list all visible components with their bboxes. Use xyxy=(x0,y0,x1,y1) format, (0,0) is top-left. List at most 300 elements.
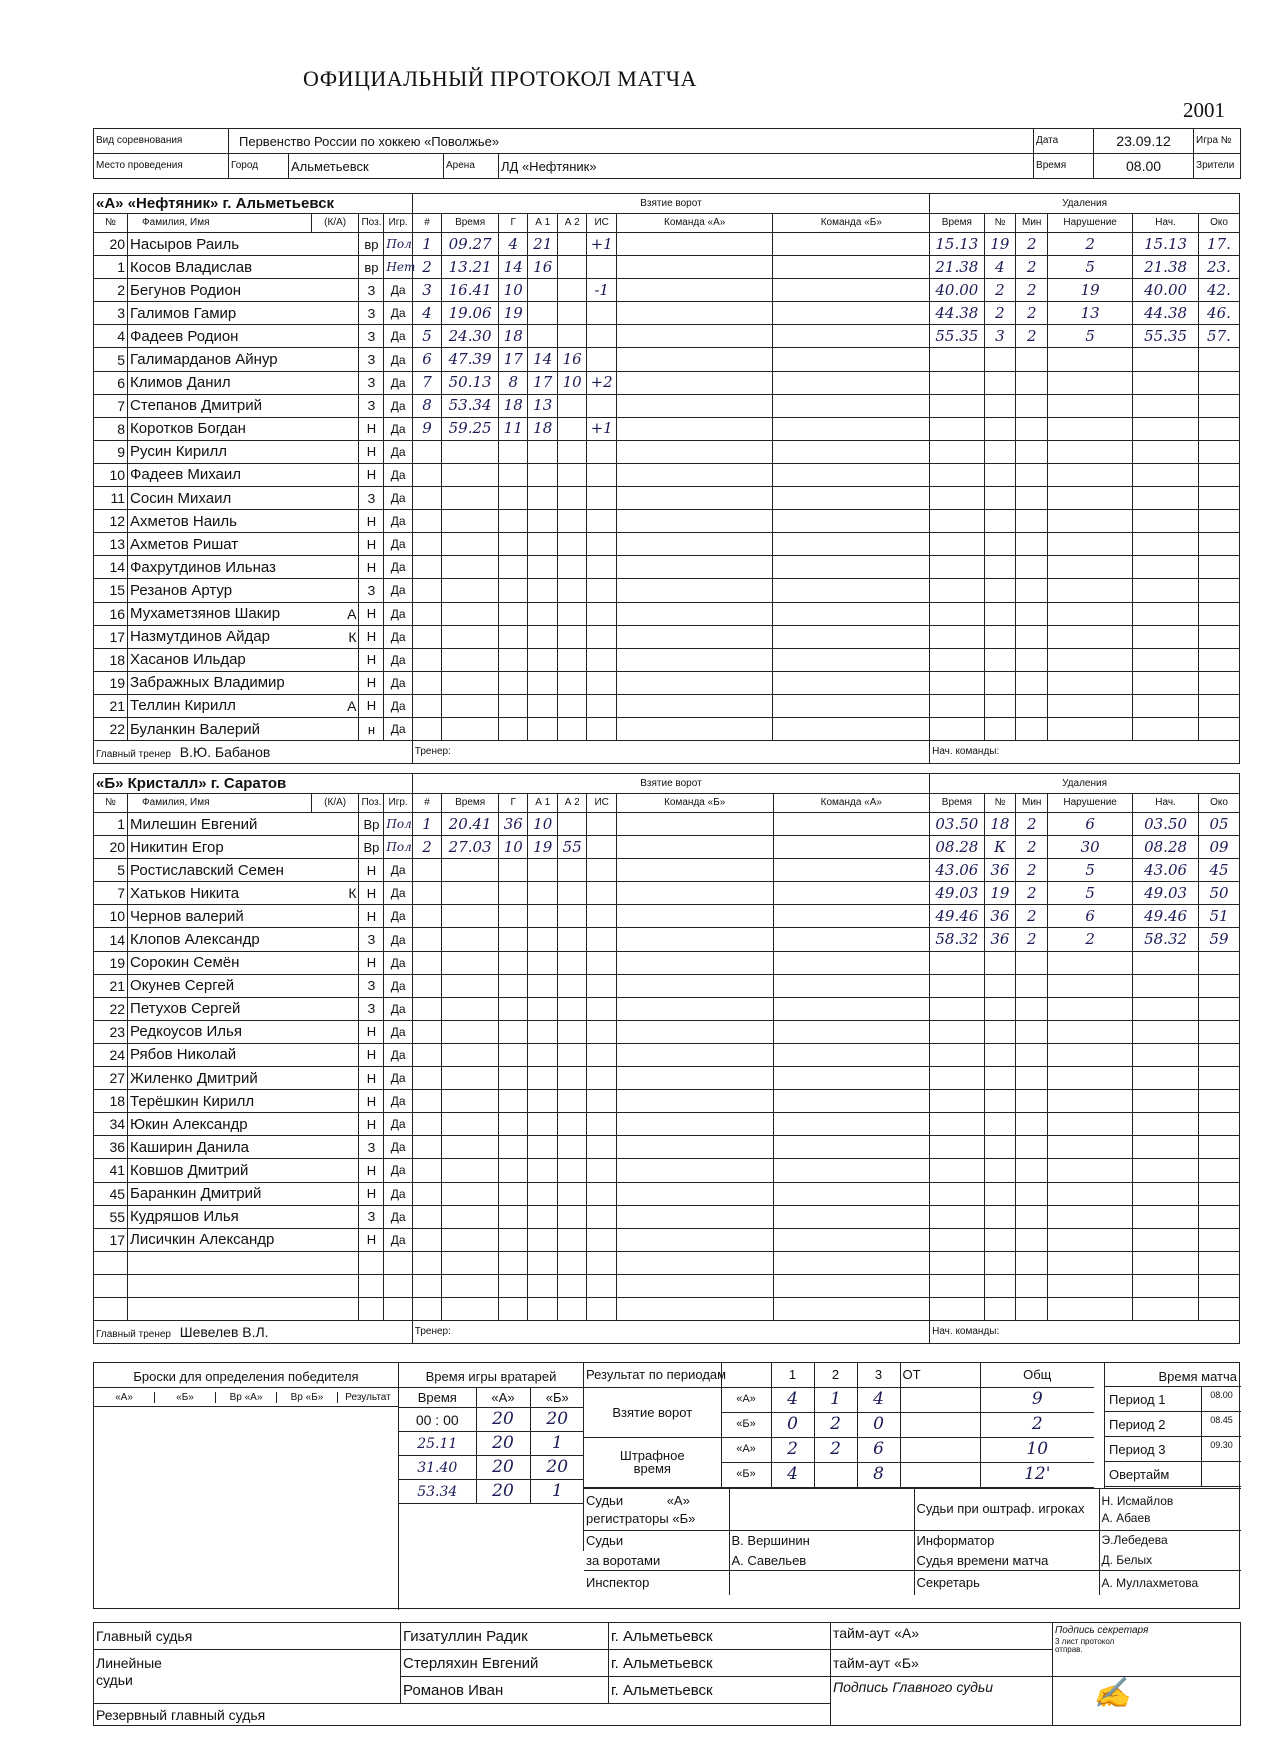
player-row xyxy=(94,1090,1240,1113)
teamA-own-team-col: Команда «А» xyxy=(616,214,773,233)
teamB-pen-start-col: Нач. xyxy=(1133,794,1199,813)
player-position: вр xyxy=(359,233,384,256)
goal-is xyxy=(587,325,616,348)
gk-a-col: «А» xyxy=(476,1388,530,1408)
goal-g xyxy=(498,694,527,717)
penalty-no xyxy=(984,1274,1016,1297)
goal-g xyxy=(499,1113,528,1136)
penalty-t xyxy=(930,1067,984,1090)
penalty-no xyxy=(984,1182,1016,1205)
goal-g: 18 xyxy=(498,325,527,348)
goalie-row xyxy=(399,1480,584,1504)
player-captain-mark xyxy=(311,974,359,997)
penalty-s xyxy=(1133,556,1199,579)
penalty-no xyxy=(984,1228,1016,1251)
penalty-judge-1: Н. Исмайлов xyxy=(1101,1493,1174,1508)
player-position: Н xyxy=(359,1090,384,1113)
other-team-grid xyxy=(773,417,930,440)
player-number: 34 xyxy=(94,1113,128,1136)
penalty-t xyxy=(930,671,984,694)
player-name: Фадеев Родион xyxy=(128,325,312,348)
penalty-s xyxy=(1133,533,1199,556)
teamA-goals-title: Взятие ворот xyxy=(412,194,929,214)
game-no-label: Игра № xyxy=(1194,129,1241,154)
penalty-no xyxy=(984,556,1016,579)
penalty-min xyxy=(1016,463,1048,486)
goal-n xyxy=(412,1182,441,1205)
player-name: Степанов Дмитрий xyxy=(128,394,312,417)
penalty-min xyxy=(1016,371,1048,394)
penalty-no xyxy=(984,440,1016,463)
player-status xyxy=(384,1274,412,1297)
player-captain-mark xyxy=(311,1136,359,1159)
penalty-s: 55.35 xyxy=(1133,325,1199,348)
penalty-v xyxy=(1048,371,1133,394)
player-captain-mark xyxy=(311,1113,359,1136)
penalty-min: 2 xyxy=(1016,325,1048,348)
player-captain-mark xyxy=(311,1297,359,1320)
player-name: Окунев Сергей xyxy=(128,974,312,997)
teamB-assist-2-col: А 2 xyxy=(557,794,586,813)
player-row xyxy=(94,1020,1240,1043)
teamB-penalties-title: Удаления xyxy=(930,774,1240,794)
goal-t: 09.27 xyxy=(442,233,499,256)
penalty-no xyxy=(984,510,1016,533)
player-number: 17 xyxy=(94,625,128,648)
registrar-b-label: «Б» xyxy=(672,1510,696,1526)
player-captain-mark xyxy=(311,325,359,348)
goal-a1 xyxy=(528,325,557,348)
linesmen-label-1: Линейные xyxy=(96,1655,162,1671)
goal-a2 xyxy=(557,1067,586,1090)
goal-g xyxy=(499,1043,528,1066)
own-team-grid xyxy=(616,928,773,951)
player-captain-mark xyxy=(311,671,359,694)
teamA-roster-table xyxy=(93,193,1240,764)
goal-n xyxy=(412,1274,441,1297)
goal-is xyxy=(587,951,616,974)
own-team-grid xyxy=(616,905,773,928)
player-status: Да xyxy=(384,463,412,486)
goal-is: +2 xyxy=(587,371,616,394)
goal-a1 xyxy=(528,533,557,556)
penalty-t xyxy=(930,463,984,486)
player-position: З xyxy=(359,974,384,997)
penalty-t xyxy=(930,394,984,417)
main-referee-label: Главный судья xyxy=(94,1623,401,1650)
penalty-e xyxy=(1198,579,1239,602)
goal-t: 53.34 xyxy=(442,394,499,417)
penalty-s xyxy=(1133,440,1199,463)
player-row xyxy=(94,1159,1240,1182)
other-team-grid xyxy=(773,256,930,279)
player-status: Да xyxy=(384,694,412,717)
inspector-label: Инспектор xyxy=(584,1571,729,1595)
penalty-v xyxy=(1048,348,1133,371)
goal-n xyxy=(412,648,441,671)
goal-t: 16.41 xyxy=(442,279,499,302)
player-row xyxy=(94,1043,1240,1066)
penalty-no: 2 xyxy=(984,302,1016,325)
penalty-t: 08.28 xyxy=(930,836,984,859)
goal-t: 19.06 xyxy=(442,302,499,325)
penalty-min xyxy=(1016,951,1048,974)
player-status: Нет xyxy=(384,256,412,279)
penalty-min xyxy=(1016,602,1048,625)
goal-is xyxy=(587,1136,616,1159)
other-team-grid xyxy=(773,905,930,928)
player-name: Насыров Раиль xyxy=(128,233,312,256)
goal-judges-label xyxy=(584,1531,729,1571)
player-position: З xyxy=(359,394,384,417)
player-name: Сосин Михаил xyxy=(128,487,312,510)
penalty-min: 2 xyxy=(1016,813,1048,836)
penalty-min xyxy=(1016,533,1048,556)
goal-g xyxy=(498,648,527,671)
player-position: З xyxy=(359,1205,384,1228)
goal-a1: 19 xyxy=(528,836,557,859)
player-row xyxy=(94,1297,1240,1320)
player-row xyxy=(94,1067,1240,1090)
player-number: 12 xyxy=(94,510,128,533)
player-captain-mark xyxy=(311,648,359,671)
goal-n xyxy=(412,1136,441,1159)
goal-t xyxy=(442,1136,499,1159)
gk-time: 53.34 xyxy=(399,1480,476,1504)
own-team-grid xyxy=(616,556,773,579)
goal-a1 xyxy=(528,579,557,602)
penalty-s: 03.50 xyxy=(1133,813,1199,836)
goal-n xyxy=(412,1113,441,1136)
match-time-title: Время матча xyxy=(1105,1363,1241,1387)
penalty-t xyxy=(930,1297,984,1320)
secretary-signature-label: Подпись секретаря xyxy=(1055,1625,1149,1636)
penalty-t xyxy=(930,510,984,533)
penalty-e: 42. xyxy=(1198,279,1239,302)
header-table xyxy=(93,128,1241,179)
result-team: «А» xyxy=(721,1437,771,1462)
teamB-goal-time-col: Время xyxy=(442,794,499,813)
player-row xyxy=(94,325,1240,348)
result-value: 9 xyxy=(980,1387,1094,1412)
other-team-grid xyxy=(773,882,930,905)
penalty-v xyxy=(1048,1228,1133,1251)
goal-n: 1 xyxy=(412,233,441,256)
penalty-min xyxy=(1016,1274,1048,1297)
player-captain-mark xyxy=(311,1067,359,1090)
goal-judges-label-1: Судьи xyxy=(586,1533,624,1548)
teamB-title: «Б» Кристалл» г. Саратов xyxy=(94,774,413,794)
penalty-t xyxy=(930,717,984,740)
goal-is xyxy=(587,1113,616,1136)
player-position: Н xyxy=(359,463,384,486)
gk-time: 00 : 00 xyxy=(399,1408,476,1432)
goal-a2 xyxy=(557,1020,586,1043)
goal-a2 xyxy=(557,233,586,256)
player-row xyxy=(94,556,1240,579)
player-row xyxy=(94,1136,1240,1159)
penalty-s xyxy=(1133,1090,1199,1113)
player-name: Милешин Евгений xyxy=(128,813,312,836)
goalie-row xyxy=(399,1456,584,1480)
penalty-v: 2 xyxy=(1048,233,1133,256)
goal-a2 xyxy=(557,533,586,556)
signature-scribble-icon: ✍ xyxy=(1093,1676,1131,1711)
penalty-s xyxy=(1133,1113,1199,1136)
goal-is xyxy=(587,1297,616,1320)
goal-g xyxy=(499,882,528,905)
other-team-grid xyxy=(773,1205,930,1228)
goal-is xyxy=(587,1251,616,1274)
penalty-e xyxy=(1198,1043,1239,1066)
teamA-assist-1-col: А 1 xyxy=(528,214,557,233)
player-captain-mark xyxy=(311,440,359,463)
own-team-grid xyxy=(616,487,773,510)
result-value: 4 xyxy=(857,1387,900,1412)
main-referee-name: Гизатуллин Радик xyxy=(401,1623,609,1650)
player-name xyxy=(128,1297,312,1320)
penalty-s xyxy=(1133,1274,1199,1297)
team-b-section xyxy=(93,773,1240,1344)
goal-g: 10 xyxy=(499,836,528,859)
player-captain-mark xyxy=(311,813,359,836)
penalty-min: 2 xyxy=(1016,859,1048,882)
gk-a: 20 xyxy=(476,1480,530,1504)
player-status: Пол xyxy=(384,233,412,256)
player-captain-mark xyxy=(311,717,359,740)
linesmen-label-2: судьи xyxy=(96,1671,133,1688)
penalty-v: 6 xyxy=(1048,905,1133,928)
player-row xyxy=(94,371,1240,394)
penalty-judges-values xyxy=(1099,1489,1241,1531)
player-captain-mark xyxy=(311,997,359,1020)
player-captain-mark xyxy=(311,256,359,279)
penalty-no xyxy=(984,417,1016,440)
shootout-col: Вр «А» xyxy=(216,1392,277,1403)
penalty-no xyxy=(984,974,1016,997)
goal-a2 xyxy=(557,1274,586,1297)
player-captain-mark xyxy=(311,463,359,486)
player-row xyxy=(94,233,1240,256)
goal-g xyxy=(499,1159,528,1182)
teamA-goal-scorer-col: Г xyxy=(498,214,527,233)
goal-n xyxy=(412,579,441,602)
own-team-grid xyxy=(616,951,773,974)
player-captain-mark xyxy=(311,1182,359,1205)
goal-a2 xyxy=(557,1228,586,1251)
player-captain-mark xyxy=(311,487,359,510)
result-value: 0 xyxy=(857,1412,900,1437)
player-name: Каширин Данила xyxy=(128,1136,312,1159)
other-team-grid xyxy=(773,1228,930,1251)
player-status: Пол xyxy=(384,836,412,859)
penalty-no: 19 xyxy=(984,882,1016,905)
player-status: Да xyxy=(384,1113,412,1136)
teamA-ka-col: (К/А) xyxy=(311,214,359,233)
penalty-e xyxy=(1198,371,1239,394)
goal-g xyxy=(498,440,527,463)
player-captain-mark xyxy=(311,510,359,533)
penalty-e xyxy=(1198,487,1239,510)
goal-t xyxy=(442,1113,499,1136)
player-status: Да xyxy=(384,648,412,671)
goal-g xyxy=(499,905,528,928)
penalty-min xyxy=(1016,997,1048,1020)
player-name: Клопов Александр xyxy=(128,928,312,951)
own-team-grid xyxy=(616,1228,773,1251)
penalty-e: 23. xyxy=(1198,256,1239,279)
penalty-v xyxy=(1048,997,1133,1020)
penalty-e: 51 xyxy=(1198,905,1239,928)
penalty-t xyxy=(930,974,984,997)
goal-a2 xyxy=(557,951,586,974)
registrars-label xyxy=(584,1489,729,1531)
other-team-grid xyxy=(773,813,930,836)
goal-t xyxy=(442,510,499,533)
goal-g xyxy=(499,1020,528,1043)
summary-section xyxy=(93,1362,1240,1609)
player-position: Н xyxy=(359,1043,384,1066)
penalty-no xyxy=(984,348,1016,371)
penalty-v xyxy=(1048,625,1133,648)
goal-a1: 10 xyxy=(528,813,557,836)
goal-a2: 55 xyxy=(557,836,586,859)
penalty-t xyxy=(930,1228,984,1251)
period-results-table xyxy=(584,1363,1094,1488)
goal-a2: 16 xyxy=(557,348,586,371)
goal-is xyxy=(587,1274,616,1297)
result-value xyxy=(814,1462,857,1487)
player-status: Да xyxy=(384,1228,412,1251)
player-name xyxy=(128,1251,312,1274)
penalty-min xyxy=(1016,1228,1048,1251)
player-position: Н xyxy=(359,440,384,463)
goal-a2 xyxy=(557,859,586,882)
penalty-e xyxy=(1198,1251,1239,1274)
player-name: Никитин Егор xyxy=(128,836,312,859)
player-status: Да xyxy=(384,348,412,371)
teamB-no-col: № xyxy=(94,794,128,813)
main-referee-city: г. Альметьевск xyxy=(609,1623,831,1650)
teamA-trainer-label: Тренер: xyxy=(412,741,929,764)
player-captain-mark xyxy=(311,556,359,579)
goal-is xyxy=(587,302,616,325)
goal-a1 xyxy=(528,602,557,625)
player-status: Да xyxy=(384,1159,412,1182)
goal-n xyxy=(412,625,441,648)
registrars-label-1: Судьи xyxy=(586,1492,624,1508)
goal-t: 20.41 xyxy=(442,813,499,836)
goal-t xyxy=(442,928,499,951)
goal-a2 xyxy=(557,1159,586,1182)
goal-is xyxy=(587,510,616,533)
penalty-v: 2 xyxy=(1048,928,1133,951)
player-row xyxy=(94,1113,1240,1136)
player-name: Климов Данил xyxy=(128,371,312,394)
player-status: Да xyxy=(384,579,412,602)
penalty-min xyxy=(1016,348,1048,371)
shootout-col: Результат xyxy=(345,1391,391,1403)
teamB-goal-scorer-col: Г xyxy=(499,794,528,813)
player-captain-mark xyxy=(311,1159,359,1182)
penalty-t xyxy=(930,951,984,974)
player-position: Вр xyxy=(359,836,384,859)
penalty-no xyxy=(984,671,1016,694)
shootout-title: Броски для определения победителя xyxy=(133,1369,359,1384)
goal-t xyxy=(442,1205,499,1228)
penalty-e xyxy=(1198,394,1239,417)
goal-is xyxy=(587,256,616,279)
goal-n xyxy=(412,1090,441,1113)
place-label: Место проведения xyxy=(94,154,229,179)
gk-b: 20 xyxy=(530,1408,584,1432)
penalty-e xyxy=(1198,533,1239,556)
goal-a1 xyxy=(528,510,557,533)
player-status: Да xyxy=(384,440,412,463)
own-team-grid xyxy=(616,1159,773,1182)
period-time-row xyxy=(1105,1412,1241,1437)
penalty-v xyxy=(1048,951,1133,974)
penalty-min xyxy=(1016,417,1048,440)
goal-a2 xyxy=(557,487,586,510)
goal-is xyxy=(587,1067,616,1090)
player-row xyxy=(94,625,1240,648)
goal-t: 24.30 xyxy=(442,325,499,348)
goal-a1 xyxy=(528,625,557,648)
copy-note: 3 лист протокол отправ. xyxy=(1055,1637,1115,1654)
penalty-s: 44.38 xyxy=(1133,302,1199,325)
result-value: 2 xyxy=(814,1437,857,1462)
penalty-min xyxy=(1016,440,1048,463)
other-team-grid xyxy=(773,1182,930,1205)
penalty-v xyxy=(1048,602,1133,625)
player-number: 55 xyxy=(94,1205,128,1228)
goal-g: 8 xyxy=(498,371,527,394)
player-row xyxy=(94,671,1240,694)
player-row xyxy=(94,602,1240,625)
player-number: 1 xyxy=(94,813,128,836)
period-label: Период 2 xyxy=(1109,1416,1166,1432)
penalty-min xyxy=(1016,1159,1048,1182)
goal-g xyxy=(498,671,527,694)
penalty-v xyxy=(1048,556,1133,579)
gk-a: 20 xyxy=(476,1432,530,1456)
penalty-min xyxy=(1016,579,1048,602)
penalty-v xyxy=(1048,1205,1133,1228)
goal-g: 19 xyxy=(498,302,527,325)
penalty-s xyxy=(1133,1182,1199,1205)
player-captain-mark xyxy=(311,905,359,928)
goal-n xyxy=(412,1228,441,1251)
shootout-header xyxy=(94,1387,398,1407)
penalty-min xyxy=(1016,1043,1048,1066)
player-position: Н xyxy=(359,556,384,579)
goalie-row xyxy=(399,1432,584,1456)
result-team: «Б» xyxy=(721,1462,771,1487)
player-position: Н xyxy=(359,882,384,905)
penalty-t xyxy=(930,694,984,717)
penalty-e xyxy=(1198,951,1239,974)
penalty-no xyxy=(984,951,1016,974)
penalty-t xyxy=(930,348,984,371)
player-number: 19 xyxy=(94,671,128,694)
player-row xyxy=(94,1182,1240,1205)
player-name: Баранкин Дмитрий xyxy=(128,1182,312,1205)
player-status: Да xyxy=(384,556,412,579)
player-number: 21 xyxy=(94,694,128,717)
player-position: Н xyxy=(359,1020,384,1043)
player-name: Рябов Николай xyxy=(128,1043,312,1066)
